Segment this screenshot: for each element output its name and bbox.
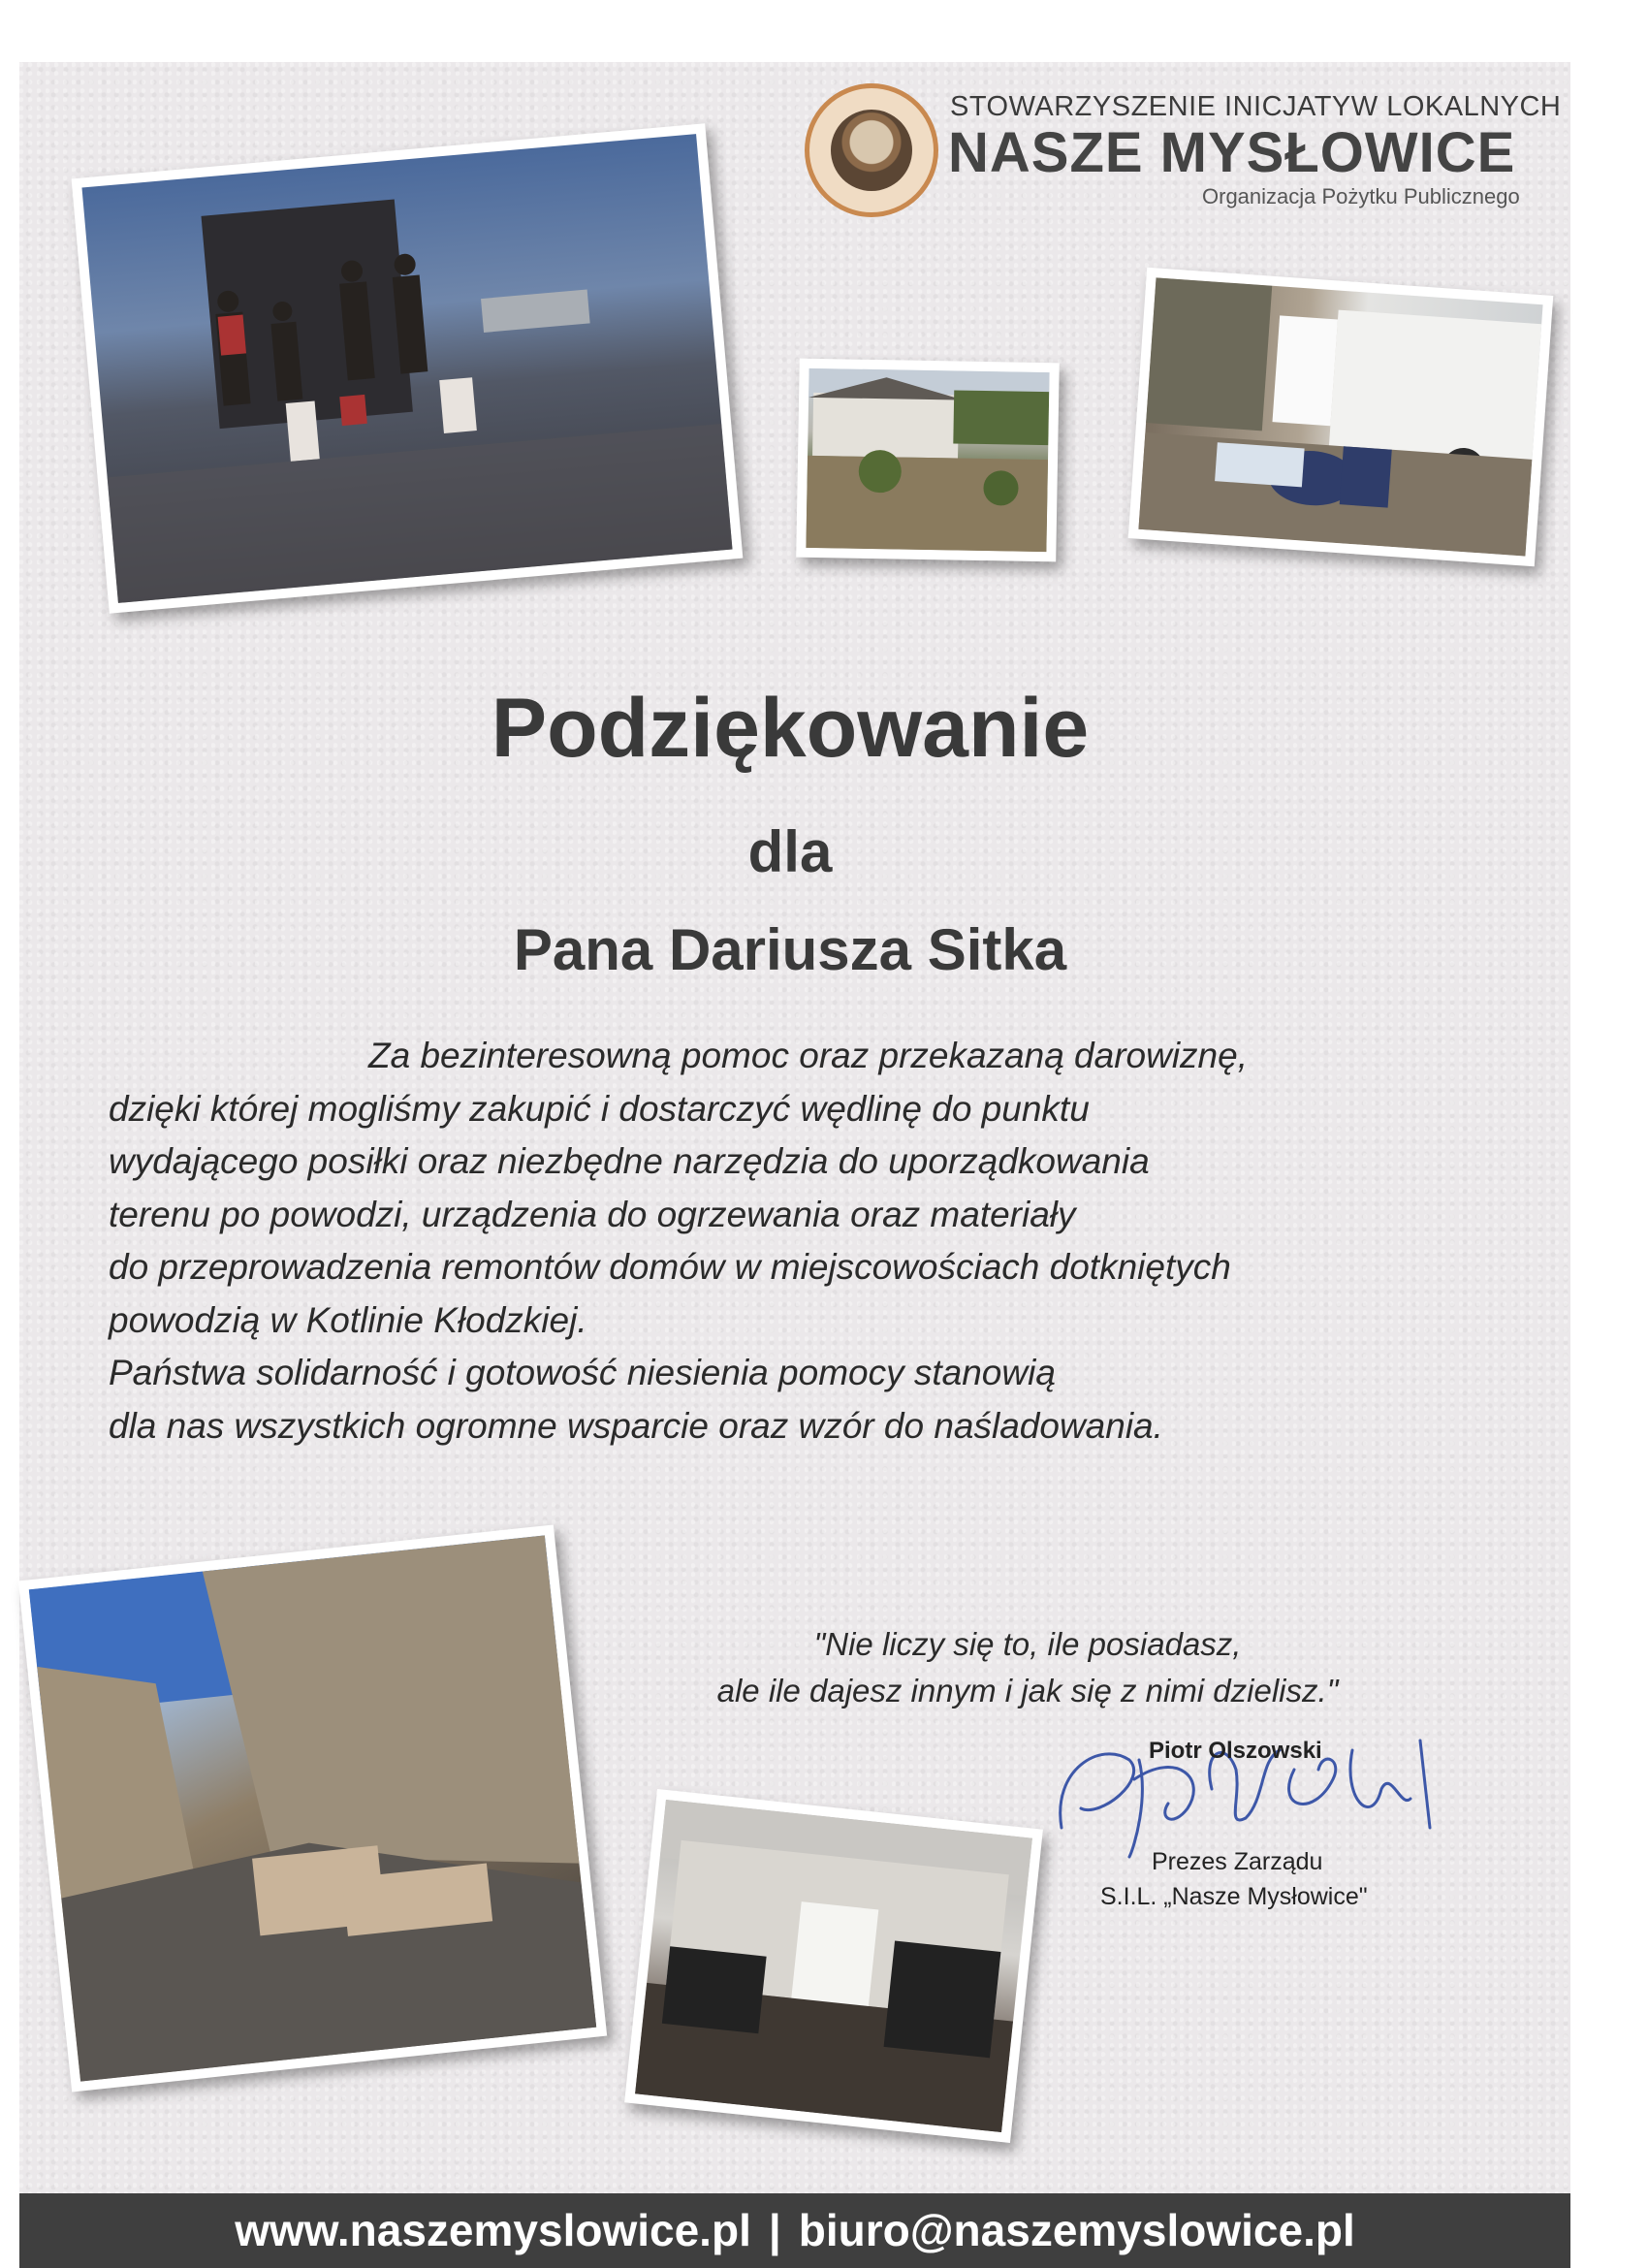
- association-seal-icon: [805, 83, 938, 217]
- org-subtitle: Organizacja Pożytku Publicznego: [1202, 184, 1520, 208]
- body-line: terenu po powodzi, urządzenia do ogrzewania oraz materiały: [109, 1194, 1076, 1234]
- signer-name: Piotr Olszowski: [1149, 1738, 1322, 1764]
- photo-volunteers-group: [72, 123, 744, 613]
- recipient-name: Pana Dariusza Sitka: [513, 917, 1067, 982]
- footer-separator: |: [768, 2205, 781, 2255]
- quote-line: "Nie liczy się to, ile posiadasz,: [813, 1626, 1242, 1662]
- photo-donations-truck: [1128, 268, 1554, 567]
- photo-flood-debris-street: [18, 1524, 607, 2092]
- website-link[interactable]: www.naszemyslowice.pl: [235, 2205, 751, 2255]
- org-top-line: STOWARZYSZENIE INICJATYW LOKALNYCH: [950, 91, 1562, 122]
- email-link[interactable]: biuro@naszemyslowice.pl: [798, 2205, 1355, 2255]
- body-line: Za bezinteresowną pomoc oraz przekazaną darowiznę,: [368, 1036, 1248, 1075]
- photo-damaged-interior: [624, 1789, 1043, 2143]
- quote: [601, 1621, 1454, 1714]
- body-line: dzięki której mogliśmy zakupić i dostarczyć wędlinę do punktu: [109, 1088, 1090, 1129]
- body-line: do przeprowadzenia remontów domów w miejscowościach dotkniętych: [109, 1247, 1231, 1287]
- body-line: Państwa solidarność i gotowość niesienia pomocy stanowią: [109, 1353, 1056, 1392]
- for-label: dla: [747, 819, 833, 884]
- body-line: wydającego posiłki oraz niezbędne narzędzia do uporządkowania: [109, 1141, 1150, 1181]
- body-line: dla nas wszystkich ogromne wsparcie oraz wzór do naśladowania.: [109, 1405, 1163, 1446]
- photo-flooded-village: [796, 359, 1060, 562]
- certificate-title: Podziękowanie: [491, 682, 1090, 775]
- quote-line: ale ile dajesz innym i jak się z nimi dzielisz.": [716, 1673, 1339, 1709]
- signer-organization: S.I.L. „Nasze Mysłowice": [1100, 1883, 1368, 1910]
- signer-role: Prezes Zarządu: [1152, 1848, 1323, 1875]
- org-name: NASZE MYSŁOWICE: [948, 121, 1516, 184]
- body-line: powodzią w Kotlinie Kłodzkiej.: [109, 1299, 587, 1340]
- body-text: [109, 1030, 1524, 1453]
- footer-bar: [19, 2193, 1570, 2268]
